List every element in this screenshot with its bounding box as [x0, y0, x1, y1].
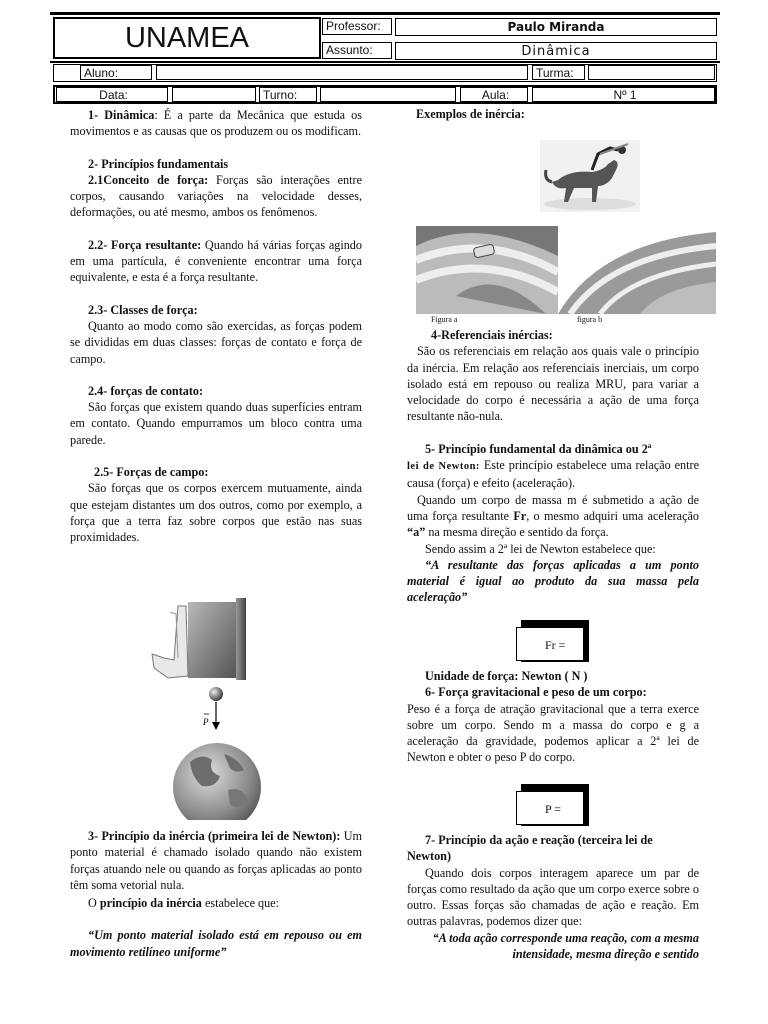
aluno-field[interactable]: [156, 65, 528, 80]
section-3-intro: O princípio da inércia estabelece que:: [88, 896, 280, 911]
section-6-title: 6- Força gravitacional e peso de um corpo:: [425, 685, 647, 700]
turno-label: Turno:: [259, 87, 317, 102]
professor-field: [395, 18, 717, 36]
figure-b-caption: figura b: [577, 315, 603, 324]
section-6: [407, 668, 699, 766]
horse-rider-figure: [540, 140, 640, 212]
section-2-4-title: 2.4- forças de contato:: [88, 383, 204, 398]
formula-weight-box: [516, 791, 584, 825]
section-7-text: Quando dois corpos interagem aparece um par de forças como resultado da ação que um corpo exerce sobre o outro. Essas forças são chamadas de ação e reação. Em outras palavras, podemos dizer que:: [407, 865, 699, 929]
data-field[interactable]: [172, 87, 256, 102]
road-background-figure: [460, 222, 716, 314]
logo-box: [53, 17, 321, 59]
section-2-5-text: São forças que os corpos exercem mutuamente, ainda que estejam distantes um dos outros, como por exemplo, a força que a terra faz sobre corpos que estão nas suas proximidades.: [70, 481, 362, 545]
section-5-quote: “A resultante das forças aplicadas a um ponto material é igual ao produto da sua massa pela aceleração”: [407, 557, 699, 605]
section-2-title: 2- Princípios fundamentais: [88, 156, 229, 171]
assunto-value: Dinâmica: [521, 44, 591, 59]
section-5-paragraph-2: Quando um corpo de massa m é submetido a ação de uma força resultante Fr, o mesmo adquiri uma aceleração “a” na mesma direção e sentido da força.: [407, 492, 699, 540]
section-2-1: 2.1Conceito de força: Forças são interações entre corpos, causando variações na velocidade desses, deformações, ou até mesmo, ambos os fenômenos.: [70, 172, 362, 220]
aula-label: Aula:: [460, 87, 528, 102]
section-3-text: 3- Princípio da inércia (primeira lei de Newton): Um ponto material é chamado isolado quando não existem forças atuando nele ou quando as forças aplicadas ao ponto têm soma vetorial nula.: [70, 829, 362, 892]
section-7: [407, 832, 699, 962]
section-2-3-text: Quanto ao modo como são exercidas, as forças podem se divididas em duas classes: forças de contato e força de campo.: [70, 318, 362, 366]
data-label: Data:: [56, 87, 168, 102]
turma-field[interactable]: [588, 65, 715, 80]
section-4-text: São os referenciais em relação aos quais vale o princípio da inércia. Em relação aos referenciais inerciais, um corpo isolado está em repouso ou realiza MRU, para variar a velocidade do corpo é necessária a ação de uma força resultante não-nula.: [407, 344, 699, 424]
section-6-text: Peso é a força de atração gravitacional que a terra exerce sobre um corpo. Sendo m a massa do corpo e g a aceleração da gravidade, podemos aplicar a 2ª lei de Newton e obter o peso P do corpo.: [407, 701, 699, 765]
figure-a-caption: Figura a: [431, 315, 458, 324]
section-2-3-title: 2.3- Classes de força:: [88, 302, 198, 317]
left-column: [70, 107, 362, 546]
hand-block-illustration: [150, 598, 246, 680]
weight-vector-label: P: [203, 717, 209, 727]
falling-ball-illustration: [198, 684, 234, 736]
section-2-4-text: São forças que existem quando duas superfícies entram em contato. Quando empurramos um bloco contra uma parede.: [70, 400, 362, 447]
section-1: 1- Dinâmica: É a parte da Mecânica que estuda os movimentos e as causas que os produzem ou os modificam.: [70, 108, 362, 139]
section-5-title: 5- Princípio fundamental da dinâmica ou 2ª: [425, 441, 652, 456]
inertia-examples-title: [416, 106, 716, 122]
assunto-field: [395, 42, 717, 60]
section-7-title: 7- Princípio da ação e reação (terceira lei de Newton): [407, 833, 653, 864]
assunto-label: Assunto:: [322, 42, 392, 59]
section-2-2: 2.2- Força resultante: Quando há várias forças agindo em uma partícula, é conveniente encontrar uma força equivalente, e esta é a força resultante.: [70, 237, 362, 285]
section-5-paragraph-3: Sendo assim a 2ª lei de Newton estabelece que:: [425, 541, 656, 556]
professor-label: Professor:: [322, 18, 392, 35]
formula-weight: P =: [545, 802, 561, 816]
turma-label: Turma:: [532, 65, 585, 80]
logo: UNAMEA: [124, 22, 250, 54]
unit-of-force: Unidade de força: Newton ( N ): [425, 669, 588, 683]
section-5-text: lei de Newton: Este princípio estabelece uma relação entre causa (força) e efeito (aceleração).: [407, 458, 699, 491]
formula-resultant-box: [516, 627, 584, 661]
right-column: [407, 327, 699, 606]
section-7-quote: “A toda ação corresponde uma reação, com a mesma intensidade, mesma direção e sentido: [432, 930, 699, 962]
section-3-quote: “Um ponto material isolado está em repouso ou em movimento retilíneo uniforme”: [70, 928, 362, 959]
section-2-5-title: 2.5- Forças de campo:: [94, 465, 209, 480]
turno-field[interactable]: [320, 87, 456, 102]
formula-resultant: Fr =: [545, 638, 566, 652]
professor-value: Paulo Miranda: [507, 20, 605, 34]
inertia-examples-heading: Exemplos de inércia:: [416, 107, 525, 121]
section-4-title: 4-Referenciais inércias:: [431, 328, 553, 342]
aluno-label: Aluno:: [80, 65, 152, 80]
section-3: [70, 828, 362, 960]
aula-value: Nº 1: [532, 87, 715, 102]
earth-illustration: [172, 742, 262, 820]
